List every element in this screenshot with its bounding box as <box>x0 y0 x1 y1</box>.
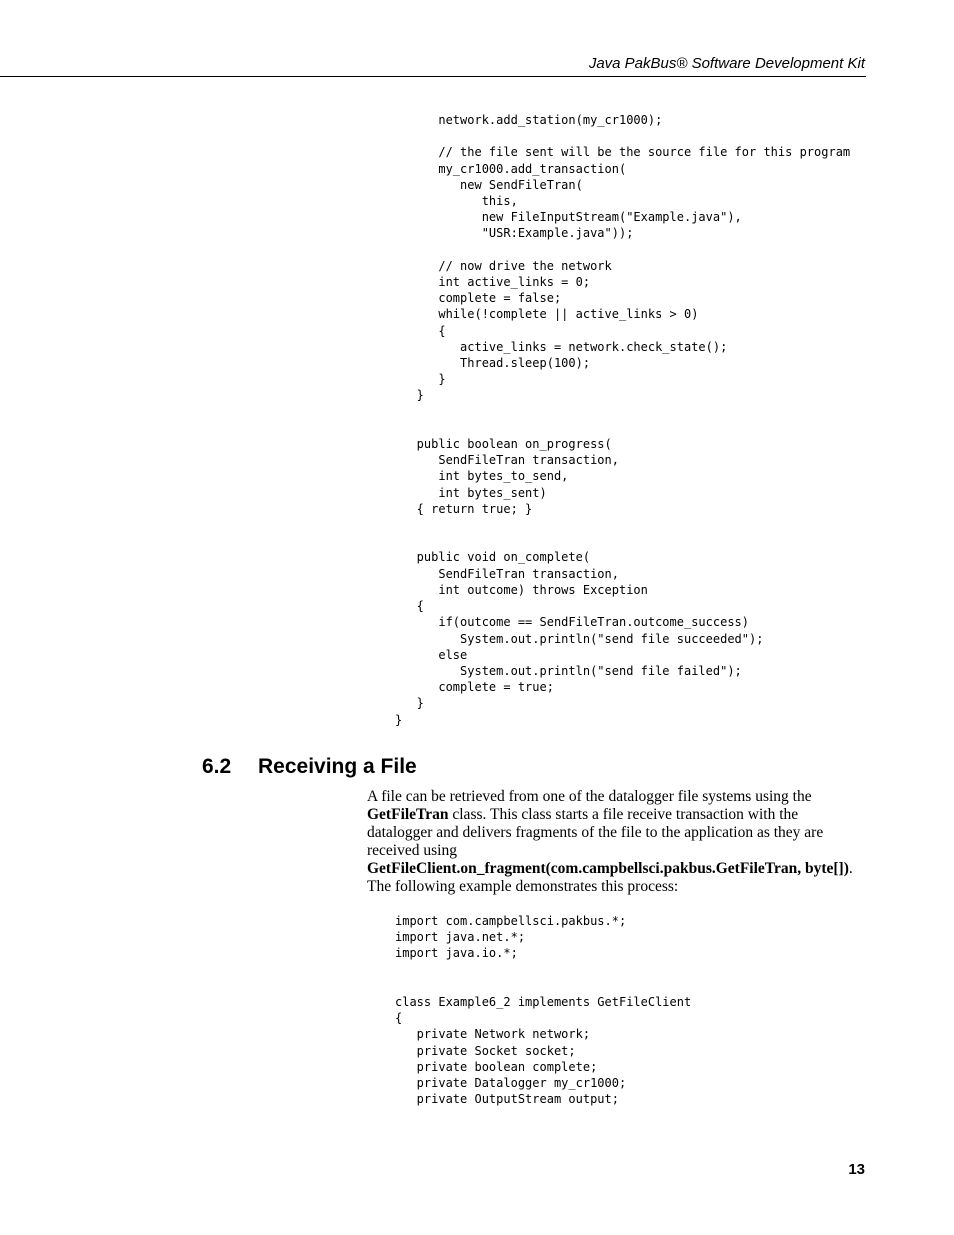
paragraph-text: class. This class starts a file receive transaction with the datalogger and delivers fragments of the file to the application as they are received using <box>367 806 824 859</box>
paragraph-text: A file can be retrieved from one of the datalogger file systems using the <box>367 788 812 805</box>
header-rule <box>0 76 866 77</box>
method-signature-on-fragment: GetFileClient.on_fragment(com.campbellsci.pakbus.GetFileTran, byte[]) <box>367 860 849 877</box>
class-name-getfiletran: GetFileTran <box>367 806 449 823</box>
page-number: 13 <box>848 1161 865 1178</box>
code-listing-send-file: network.add_station(my_cr1000); // the file sent will be the source file for this program my_cr1000.add_transaction( new SendFileTran( this, new FileInputStream("Example.java"), "USR:Example.java")); // now drive the network int active_links = 0; complete = false; while(!complete || active_links > 0) { active_links = network.check_state(); Thread.sleep(100); } } public boolean on_progress( SendFileTran transaction, int bytes_to_send, int bytes_sent) { return true; } public void on_complete( SendFileTran transaction, int outcome) throws Exception { if(outcome == SendFileTran.outcome_success) System.out.println("send file succeeded"); else System.out.println("send file failed"); complete = true; } } <box>395 113 851 727</box>
section-heading <box>202 754 417 780</box>
section-title: Receiving a File <box>258 755 417 778</box>
running-header-title: Java PakBus® Software Development Kit <box>588 55 865 72</box>
code-listing-get-file: import com.campbellsci.pakbus.*; import java.net.*; import java.io.*; class Example6_2 implements GetFileClient { private Network network; private Socket socket; private boolean complete; private Datalogger my_cr1000; private OutputStream output; <box>395 914 692 1107</box>
section-number: 6.2 <box>202 755 232 778</box>
paragraph-text: . The following example demonstrates this process: <box>367 860 853 895</box>
body-paragraph <box>367 788 867 896</box>
